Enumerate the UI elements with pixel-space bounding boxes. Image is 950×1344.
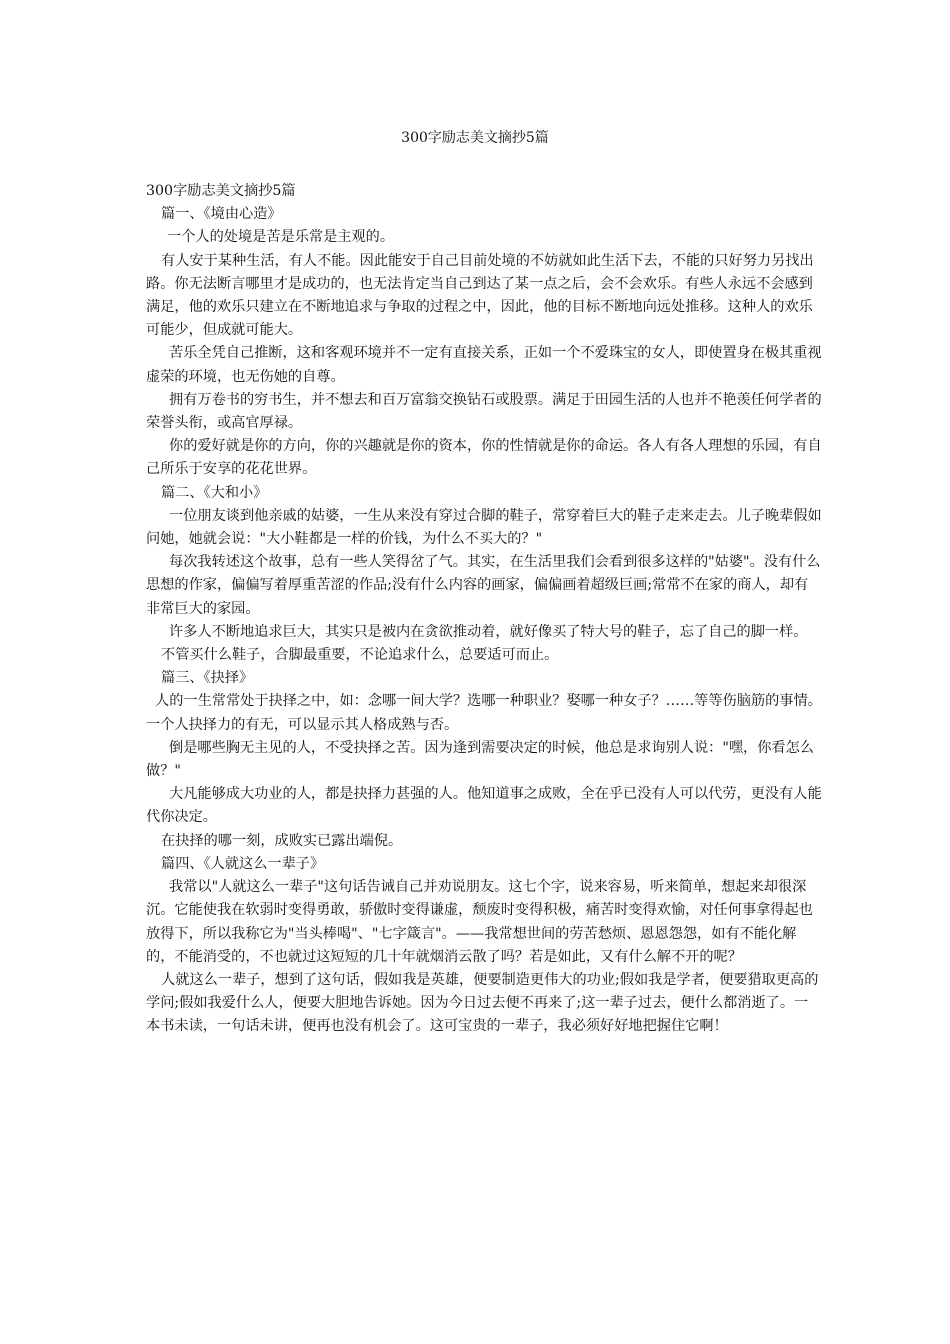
paragraph: 人就这么一辈子，想到了这句话，假如我是英雄，便要制造更伟大的功业;假如我是学者，便要猎取更高的学问;假如我爱什么人，便要大胆地告诉她。因为今日过去便不再来了;这一辈子过去，便什么都消逝了。一本书未读，一句话未讲，便再也没有机会了。这可宝贵的一辈子，我必须好好地把握住它啊！ [146, 971, 819, 1035]
paragraph: 许多人不断地追求巨大，其实只是被内在贪欲推动着，就好像买了特大号的鞋子，忘了自己的脚一样。 [169, 623, 808, 640]
section-heading-3: 篇三、《抉择》 [161, 670, 254, 687]
paragraph: 倒是哪些胸无主见的人，不受抉择之苦。因为逢到需要决定的时候，他总是求询别人说："嘿，你看怎么做？" [146, 739, 814, 780]
paragraph: 有人安于某种生活，有人不能。因此能安于自己目前处境的不妨就如此生活下去，不能的只好努力另找出路。你无法断言哪里才是成功的，也无法肯定当自己到达了某一点之后，会不会欢乐。有些人永远不会感到满足，他的欢乐只建立在不断地追求与争取的过程之中，因此，他的目标不断地向远处推移。这种人的欢乐可能少，但成就可能大。 [146, 252, 814, 339]
paragraph: 一个人的处境是苦是乐常是主观的。 [167, 229, 395, 246]
paragraph: 苦乐全凭自己推断，这和客观环境并不一定有直接关系，正如一个不爱珠宝的女人，即使置身在极其重视虚荣的环境，也无伤她的自尊。 [146, 345, 822, 385]
document-header-title: 300字励志美文摘抄5篇 [401, 130, 549, 146]
paragraph: 在抉择的哪一刻，成败实已露出端倪。 [161, 832, 403, 849]
paragraph: 我常以"人就这么一辈子"这句话告诫自己并劝说朋友。这七个字，说来容易，听来简单，想起来却很深沉。它能使我在软弱时变得勇敢，骄傲时变得谦虚，颓废时变得积极，痛苦时变得欢愉，对任何事拿得起也放得下，所以我称它为"当头棒喝"、"七字箴言"。——我常想世间的劳苦愁烦、恩恩怨怨，如有不能化解的，不能消受的，不也就过这短短的几十年就烟消云散了吗？若是如此，又有什么解不开的呢？ [146, 879, 813, 965]
article-body [146, 180, 822, 1039]
paragraph: 每次我转述这个故事，总有一些人笑得岔了气。其实，在生活里我们会看到很多这样的"姑婆"。没有什么思想的作家，偏偏写着厚重苦涩的作品;没有什么内容的画家，偏偏画着超级巨画;常常不在家的商人，却有非常巨大的家园。 [146, 554, 821, 617]
paragraph: 一位朋友谈到他亲戚的姑婆，一生从来没有穿过合脚的鞋子，常穿着巨大的鞋子走来走去。儿子晚辈假如问她，她就会说："大小鞋都是一样的价钱，为什么不买大的？" [146, 507, 822, 548]
paragraph: 人的一生常常处于抉择之中，如：念哪一间大学？选哪一种职业？娶哪一种女子？……等等伤脑筋的事情。一个人抉择力的有无，可以显示其人格成熟与否。 [146, 693, 822, 733]
paragraph: 不管买什么鞋子，合脚最重要，不论追求什么，总要适可而止。 [161, 647, 559, 664]
article-subtitle: 300字励志美文摘抄5篇 [146, 183, 296, 199]
section-heading-1: 篇一、《境由心造》 [161, 206, 282, 223]
paragraph: 大凡能够成大功业的人，都是抉择力甚强的人。他知道事之成败，全在乎已没有人可以代劳，更没有人能代你决定。 [146, 786, 822, 826]
paragraph: 你的爱好就是你的方向，你的兴趣就是你的资本，你的性情就是你的命运。各人有各人理想的乐园，有自己所乐于安享的花花世界。 [146, 438, 822, 478]
section-heading-4: 篇四、《人就这么一辈子》 [161, 855, 325, 872]
section-heading-2: 篇二、《大和小》 [161, 484, 268, 501]
paragraph: 拥有万卷书的穷书生，并不想去和百万富翁交换钻石或股票。满足于田园生活的人也并不艳羡任何学者的荣誉头衔，或高官厚禄。 [146, 391, 822, 432]
